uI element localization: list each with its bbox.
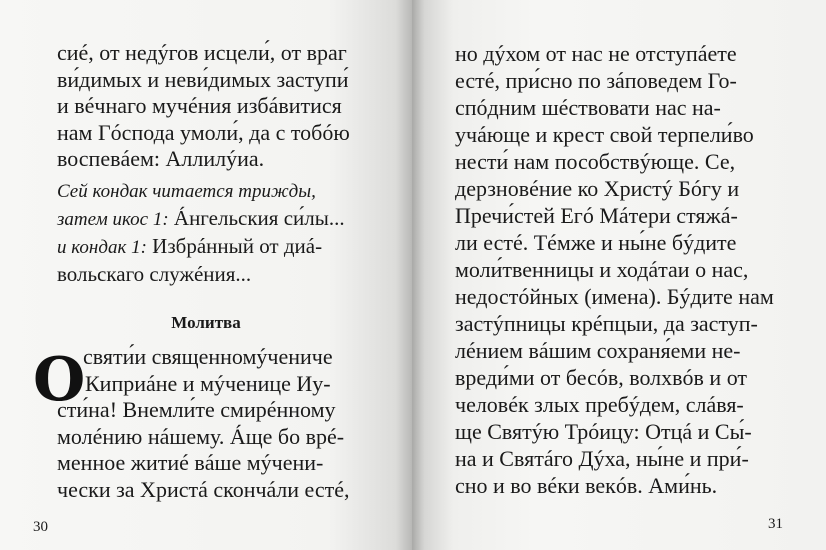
page-number: 30 xyxy=(33,519,48,535)
note-upright: Избрáнный от диá- xyxy=(146,234,323,258)
prayer-text-block xyxy=(57,344,350,503)
page-number: 31 xyxy=(768,516,783,532)
text-line: но дýхом от нас не отступáете xyxy=(455,41,737,66)
text-line: застýпницы крéпцыи, да заступ- xyxy=(455,311,758,336)
text-line: спóдним шéствовати нас на- xyxy=(455,95,721,120)
text-line: ли естé. Тéмже и ны́не бýдите xyxy=(455,230,737,255)
text-line: дерзновéние ко Христý Бóгу и xyxy=(455,176,740,201)
note-italic: затем икос 1: xyxy=(57,209,169,230)
note-line xyxy=(57,261,345,289)
text-line: воспевáем: Аллилýиа. xyxy=(57,146,265,171)
section-heading: Молитва xyxy=(171,313,241,332)
note-line xyxy=(57,205,345,233)
text-line: чески за Христá скончáли естé, xyxy=(57,476,350,502)
text-line: учáюще и крест свой терпели́во xyxy=(455,122,754,147)
text-line: молéнию нáшему. Áще бо врé- xyxy=(57,423,345,449)
text-line: нам Гóспода умоли́, да с тобóю xyxy=(57,119,350,145)
text-line: ще Святýю Трóицу: Отцá и Сы́- xyxy=(455,419,752,444)
text-line: сти́на! Внемли́те смирéнному xyxy=(57,397,336,422)
note-line xyxy=(57,178,345,205)
note-upright: Áнгельския си́лы... xyxy=(168,206,345,230)
text-line: лéнием вáшим сохраня́еми не- xyxy=(455,338,741,363)
left-text-block xyxy=(57,40,350,173)
text-line: менное житиé вáше мýчени- xyxy=(57,450,324,475)
text-line: человéк злых пребýдем, слáвя- xyxy=(455,392,744,417)
text-line: моли́твенницы и ходáтаи о нас, xyxy=(455,257,749,282)
text-line: вреди́ми от бесóв, волхвóв и от xyxy=(455,365,748,390)
text-line: ви́димых и неви́димых заступи́ xyxy=(57,66,349,92)
text-line: святи́и священномýчениче xyxy=(83,344,333,369)
text-line: недостóйных (имена). Бýдите нам xyxy=(455,284,774,309)
text-line: Киприáне и мýченице Иу- xyxy=(85,370,331,396)
text-line: и вéчнаго мучéния избáвитися xyxy=(57,93,342,118)
text-line: на и Святáго Дýха, ны́не и при́- xyxy=(455,446,749,471)
left-page xyxy=(0,0,412,550)
rubric-note xyxy=(57,178,345,289)
text-line: сно и во вéки векóв. Ами́нь. xyxy=(455,473,718,498)
note-line xyxy=(57,233,345,261)
note-italic: и кондак 1: xyxy=(57,237,147,258)
note-upright: вольскаго служéния... xyxy=(57,262,252,286)
drop-cap: О xyxy=(33,345,86,415)
note-italic: Сей кондак читается трижды, xyxy=(57,181,316,202)
text-line: сиé, от недýгов исцели́, от враг xyxy=(57,40,347,65)
text-line: нести́ нам пособствýюще. Се, xyxy=(455,149,736,174)
text-line: Пречи́стей Егó Мáтери стяжá- xyxy=(455,203,738,228)
text-line: естé, при́сно по зáповедем Го- xyxy=(455,68,737,93)
right-text-block xyxy=(455,40,774,499)
